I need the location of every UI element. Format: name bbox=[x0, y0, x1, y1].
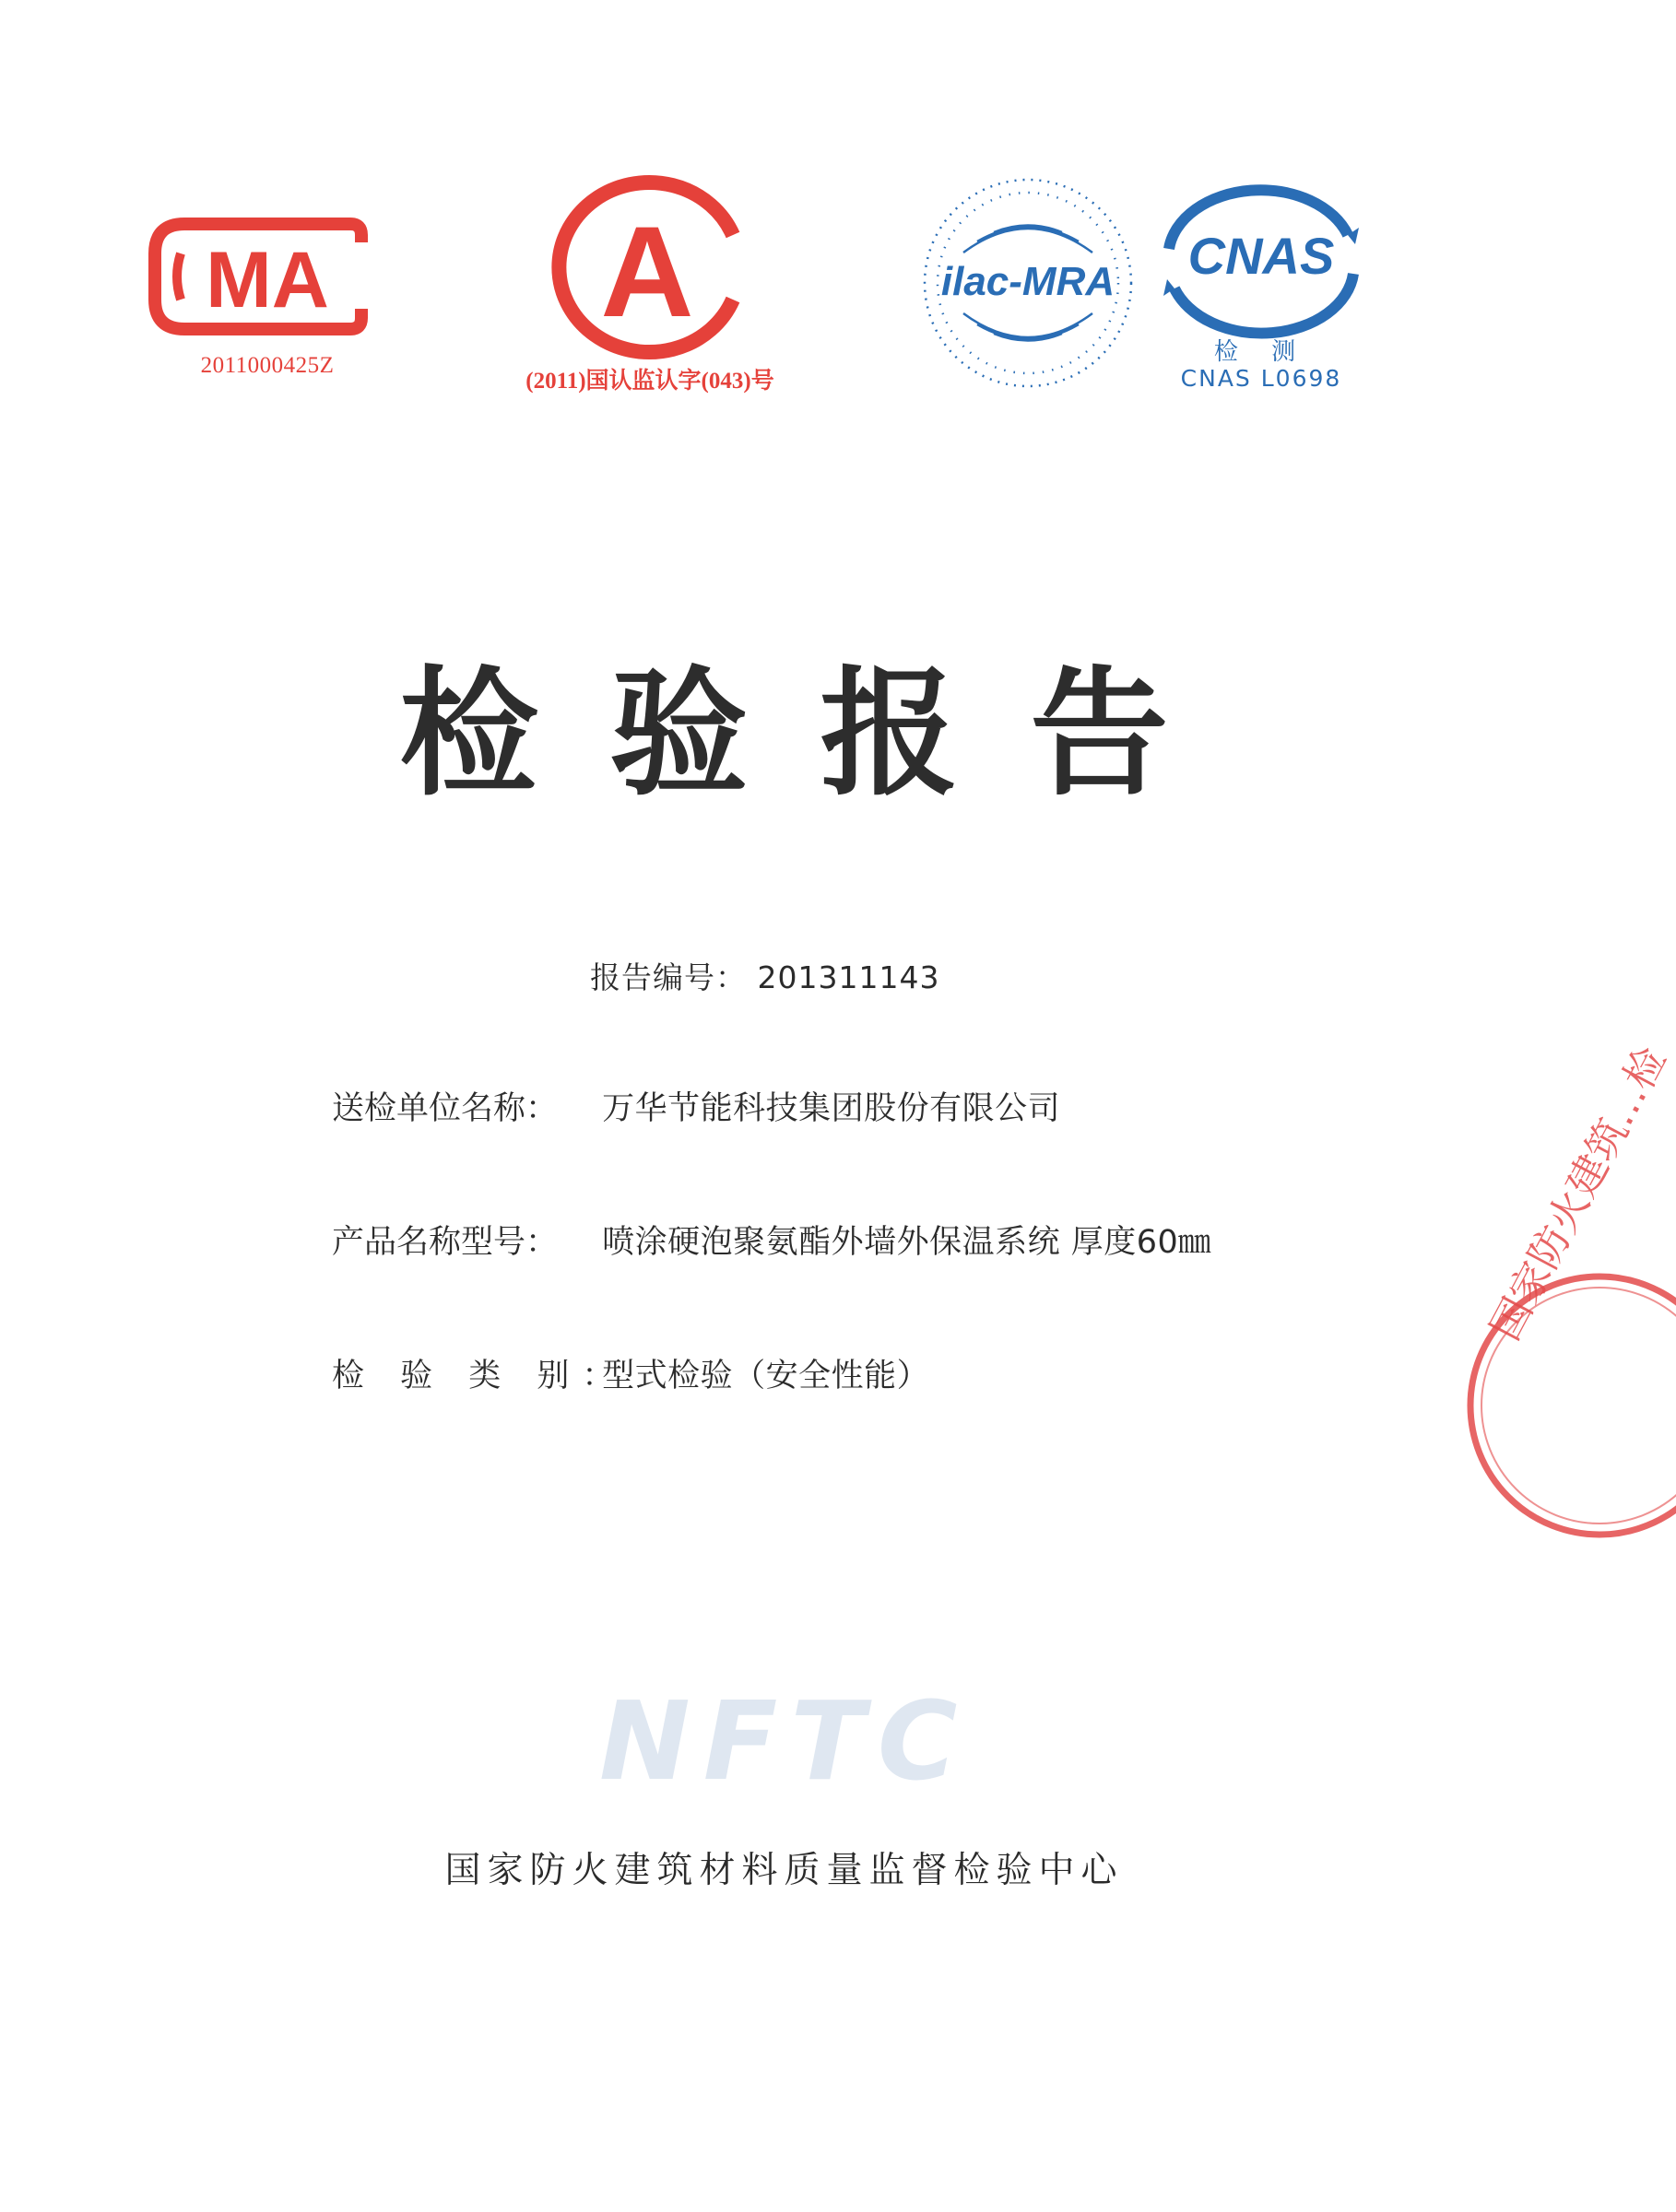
svg-text:ilac-MRA: ilac-MRA bbox=[940, 259, 1115, 304]
report-number-value: 201311143 bbox=[757, 959, 940, 995]
issuing-body: 国家防火建筑材料质量监督检验中心 bbox=[444, 1850, 1124, 1891]
ilac-mra-logo-icon bbox=[913, 168, 1143, 398]
svg-text:CNAS: CNAS bbox=[1187, 227, 1335, 285]
field-product-value: 喷涂硬泡聚氨酯外墙外保温系统 厚度60㎜ bbox=[602, 1224, 1211, 1261]
report-number bbox=[590, 954, 939, 997]
cma-logo-icon bbox=[148, 217, 387, 336]
cal-logo-icon bbox=[544, 180, 756, 355]
field-inspection-type-label: 检 验 类 别： bbox=[332, 1358, 628, 1394]
seal-text: 国家防火建筑…检 bbox=[1481, 1039, 1676, 1348]
cnas-logo-icon bbox=[1151, 180, 1372, 341]
report-title: 检验报告 bbox=[399, 654, 1241, 815]
cal-mark bbox=[502, 180, 797, 395]
field-inspection-type-value: 型式检验（安全性能） bbox=[602, 1358, 930, 1394]
field-client-label: 送检单位名称： bbox=[332, 1090, 559, 1127]
cnas-jiance-label: 检 测 bbox=[1213, 338, 1309, 366]
field-product bbox=[332, 1217, 1211, 1263]
field-product-label: 产品名称型号： bbox=[332, 1224, 559, 1261]
field-client-value: 万华节能科技集团股份有限公司 bbox=[602, 1090, 1061, 1127]
ilac-mra-mark bbox=[913, 168, 1143, 398]
cma-certificate-number: 2011000425Z bbox=[200, 353, 335, 378]
report-number-label: 报告编号： bbox=[590, 959, 747, 995]
field-client bbox=[332, 1083, 1060, 1129]
svg-text:A: A bbox=[600, 199, 694, 344]
cnas-mark bbox=[1151, 180, 1372, 391]
field-inspection-type bbox=[332, 1350, 929, 1396]
svg-text:MA: MA bbox=[206, 236, 329, 324]
cal-certificate-code: (2011)国认监认字(043)号 bbox=[525, 369, 774, 394]
cnas-accreditation-number: CNAS L0698 bbox=[1180, 364, 1342, 392]
nftc-watermark: NFTC bbox=[599, 1677, 971, 1805]
cma-mark bbox=[148, 217, 387, 379]
